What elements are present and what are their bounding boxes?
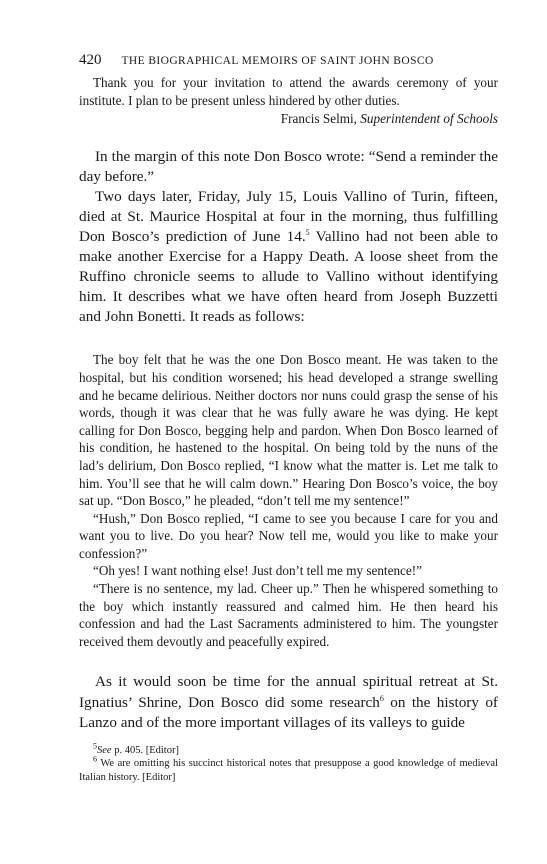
page-number: 420 <box>79 52 102 68</box>
body-paragraph <box>79 187 498 328</box>
signature-name: Francis Selmi, <box>280 111 357 126</box>
page-header <box>79 52 498 72</box>
body-paragraph <box>79 672 498 732</box>
running-head: THE BIOGRAPHICAL MEMOIRS OF SAINT JOHN BOSCO <box>121 55 434 67</box>
body-text-section <box>79 147 498 328</box>
footnote-number: 6 <box>93 754 97 764</box>
letter-text: Thank you for your invitation to attend the awards ceremony of your institute. I plan to be present unless hindered by other duties. <box>79 75 498 108</box>
extract-paragraph: The boy felt that he was the one Don Bosco meant. He was taken to the hospital, but his condition worsened; his head developed a strange swelling and he became delirious. Neither doctors nor nuns could grasp the sense of his words, though it was clear that he was fully aware he was dying. He kept calling for Don Bosco, begging help and pardon. When Don Bosco learned of his condition, he hastened to the hospital. On being told by the nuns of the lad’s delirium, Don Bosco replied, “I know what the matter is. Let me talk to him. You’ll see that he will calm down.” Hearing Don Bosco’s voice, the boy sat up. “Don Bosco,” he pleaded, “don’t tell me my sentence!” <box>79 352 498 509</box>
footnote-see: See <box>97 744 112 756</box>
body-paragraph: In the margin of this note Don Bosco wrote: “Send a reminder the day before.” <box>79 147 498 185</box>
footnotes <box>79 741 498 785</box>
body-text: on the history of Lanzo and of the more important villages of its valleys to guide <box>79 693 498 731</box>
extract-paragraph: “There is no sentence, my lad. Cheer up.” Then he whispered something to the boy which instantly reassured and calmed him. He then heard his confession and had the Last Sacraments administered to him. The youngster received them devoutly and peacefully expired. <box>79 581 498 649</box>
footnote-reference: 6 <box>379 693 384 703</box>
quoted-letter <box>79 74 498 109</box>
signature-title: Superintendent of Schools <box>360 111 498 126</box>
page-content <box>79 52 498 784</box>
body-text: Two days later, Friday, July 15, Louis Vallino of Turin, fifteen, died at St. Maurice Hospital at four in the morning, thus fulfilling Don Bosco’s prediction of June 14. <box>79 187 498 245</box>
footnote-number: 5 <box>93 741 97 751</box>
letter-signature <box>79 110 498 128</box>
footnote-reference: 5 <box>305 227 310 237</box>
body-text: Vallino had not been able to make another Exercise for a Happy Death. A loose sheet from the Ruffino chronicle seems to allude to Vallino without identifying him. It describes what we have often heard from Joseph Buzzetti and John Bonetti. It reads as follows: <box>79 227 498 326</box>
body-text: As it would soon be time for the annual spiritual retreat at St. Ignatius’ Shrine, Don Bosco did some research <box>79 673 498 711</box>
extract-paragraph: “Hush,” Don Bosco replied, “I came to see you because I care for you and want you to live. Do you hear? Now tell me, would you like to make your confession?” <box>79 510 498 561</box>
extract-paragraph: “Oh yes! I want nothing else! Just don’t tell me my sentence!” <box>93 563 422 579</box>
footnote <box>79 741 498 758</box>
chronicle-extract <box>79 351 498 650</box>
footnote <box>79 754 498 784</box>
body-text-section <box>79 672 498 732</box>
footnote-text: p. 405. [Editor] <box>111 744 179 756</box>
footnote-text: We are omitting his succinct historical notes that presuppose a good knowledge of medieval Italian history. [Editor] <box>79 758 498 783</box>
